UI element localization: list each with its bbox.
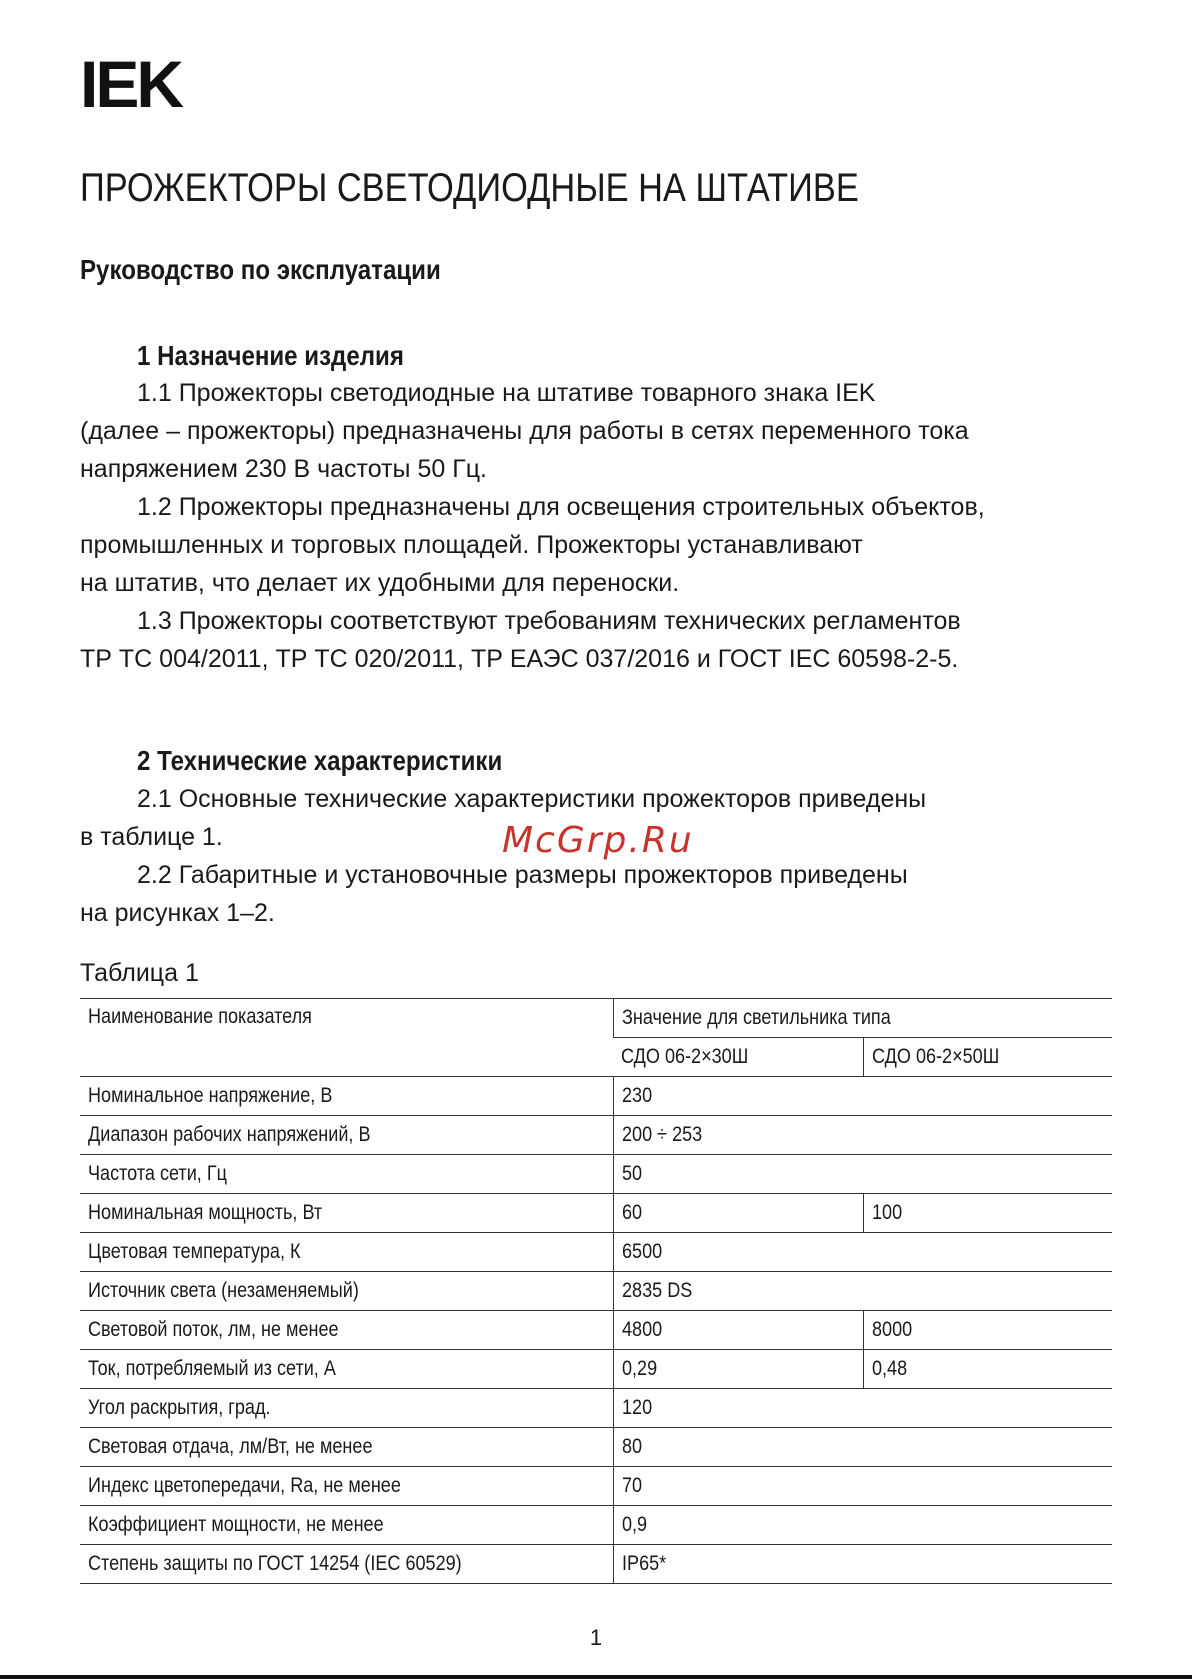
paragraph-1-3: [80, 602, 1112, 678]
table-cell-value: 70: [613, 1467, 1112, 1506]
table-cell-value: IP65*: [613, 1545, 1112, 1584]
text-line: напряжением 230 В частоты 50 Гц.: [80, 455, 487, 483]
table-cell-param: Источник света (незаменяемый): [80, 1272, 613, 1311]
table-cell-param: Степень защиты по ГОСТ 14254 (IEC 60529): [80, 1545, 613, 1584]
table-cell-value: 200 ÷ 253: [613, 1116, 1112, 1155]
text-line: 1.1 Прожекторы светодиодные на штативе товарного знака IEK: [137, 379, 876, 407]
table-cell-value: 0,9: [613, 1506, 1112, 1545]
text-line: промышленных и торговых площадей. Прожекторы устанавливают: [80, 531, 863, 559]
section-1-heading: 1 Назначение изделия: [137, 340, 404, 371]
bottom-rule: [0, 1675, 1192, 1679]
iek-logo: IEK: [80, 47, 182, 121]
table-cell-value-b: 8000: [863, 1311, 1112, 1350]
table-header-row: [80, 999, 1112, 1038]
table-cell-value-a: 4800: [613, 1311, 863, 1350]
table-row: [80, 1155, 1112, 1194]
text-line: 2.2 Габаритные и установочные размеры прожекторов приведены: [137, 861, 908, 889]
text-line: (далее – прожекторы) предназначены для работы в сетях переменного тока: [80, 417, 969, 445]
table-cell-value: 120: [613, 1389, 1112, 1428]
table-row: [80, 1506, 1112, 1545]
table-cell-value-a: 60: [613, 1194, 863, 1233]
section-1-body: [80, 374, 1112, 678]
table-cell-value: 2835 DS: [613, 1272, 1112, 1311]
header-model-b: СДО 06-2×50Ш: [863, 1038, 1112, 1077]
text-line: 1.3 Прожекторы соответствуют требованиям технических регламентов: [137, 607, 961, 635]
table-row: [80, 1077, 1112, 1116]
table-cell-value: 230: [613, 1077, 1112, 1116]
table-row: [80, 1467, 1112, 1506]
table-cell-param: Индекс цветопередачи, Ra, не менее: [80, 1467, 613, 1506]
table-cell-param: Цветовая температура, К: [80, 1233, 613, 1272]
section-2-heading: 2 Технические характеристики: [137, 745, 503, 776]
table-row: [80, 1428, 1112, 1467]
paragraph-1-2: [80, 488, 1112, 602]
table-cell-value-b: 0,48: [863, 1350, 1112, 1389]
text-line: ТР ТС 004/2011, ТР ТС 020/2011, ТР ЕАЭС 037/2016 и ГОСТ IEC 60598-2-5.: [80, 645, 959, 673]
paragraph-1-1: [80, 374, 1112, 488]
table-row: [80, 1545, 1112, 1584]
page-number: 1: [589, 1625, 603, 1650]
spec-table: [80, 998, 1112, 1584]
text-line: в таблице 1.: [80, 823, 223, 851]
table-row: [80, 1116, 1112, 1155]
table-cell-value: 6500: [613, 1233, 1112, 1272]
header-value: Значение для светильника типа: [613, 999, 1112, 1038]
document-subtitle: Руководство по эксплуатации: [80, 254, 441, 285]
table-row: [80, 1350, 1112, 1389]
table-cell-param: Диапазон рабочих напряжений, В: [80, 1116, 613, 1155]
table-cell-value: 50: [613, 1155, 1112, 1194]
table-cell-param: Световой поток, лм, не менее: [80, 1311, 613, 1350]
table-cell-param: Номинальное напряжение, В: [80, 1077, 613, 1116]
watermark: McGrp.Ru: [502, 820, 694, 861]
table-row: [80, 1389, 1112, 1428]
text-line: на штатив, что делает их удобными для переноски.: [80, 569, 680, 597]
table-cell-param: Номинальная мощность, Вт: [80, 1194, 613, 1233]
header-model-a: СДО 06-2×30Ш: [613, 1038, 863, 1077]
text-line: 1.2 Прожекторы предназначены для освещения строительных объектов,: [137, 493, 985, 521]
table-row: [80, 1233, 1112, 1272]
text-line: на рисунках 1–2.: [80, 899, 275, 927]
paragraph-2-2: [80, 856, 1112, 932]
table-cell-value: 80: [613, 1428, 1112, 1467]
table-row: [80, 1272, 1112, 1311]
text-line: 2.1 Основные технические характеристики прожекторов приведены: [137, 785, 927, 813]
table-row: [80, 1194, 1112, 1233]
table-caption: Таблица 1: [80, 959, 199, 987]
table-cell-param: Частота сети, Гц: [80, 1155, 613, 1194]
table-cell-value-b: 100: [863, 1194, 1112, 1233]
table-cell-param: Ток, потребляемый из сети, А: [80, 1350, 613, 1389]
table-cell-value-a: 0,29: [613, 1350, 863, 1389]
table-cell-param: Угол раскрытия, град.: [80, 1389, 613, 1428]
header-param: Наименование показателя: [80, 999, 613, 1077]
table-row: [80, 1311, 1112, 1350]
table-cell-param: Световая отдача, лм/Вт, не менее: [80, 1428, 613, 1467]
table-cell-param: Коэффициент мощности, не менее: [80, 1506, 613, 1545]
page-title: ПРОЖЕКТОРЫ СВЕТОДИОДНЫЕ НА ШТАТИВЕ: [80, 166, 859, 210]
